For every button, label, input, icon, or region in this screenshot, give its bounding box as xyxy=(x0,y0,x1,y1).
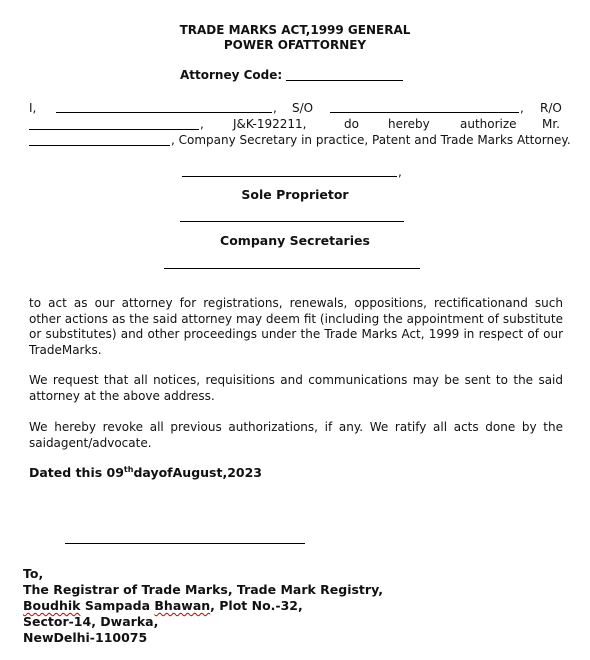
residence-blank[interactable] xyxy=(29,129,199,130)
company-secretaries-label: Company Secretaries xyxy=(220,233,370,248)
attorney-code-label: Attorney Code: xyxy=(180,68,283,82)
address-sampada: Sampada xyxy=(80,598,155,613)
intro-so: S/O xyxy=(292,101,314,115)
signature-comma: , xyxy=(398,165,402,179)
document-title-line1: TRADE MARKS ACT,1999 GENERAL xyxy=(179,23,411,37)
dated-ordinal: th xyxy=(123,464,134,474)
attorney-name-blank[interactable] xyxy=(29,145,170,146)
intro-address: J&K-192211, xyxy=(233,117,307,131)
intro-i: I, xyxy=(29,101,37,115)
address-bhawan: Bhawan xyxy=(154,598,211,613)
intro-role: , Company Secretary in practice, Patent and Trade Marks Attorney. xyxy=(171,133,571,147)
document-title-line2: POWER OFATTORNEY xyxy=(223,38,367,52)
signature-line-1[interactable] xyxy=(182,176,397,177)
address-line-2 xyxy=(23,597,303,614)
authorization-paragraph: to act as our attorney for registrations, renewals, oppositions, rectificationand such other actions as the said attorney may deem fit (including the appointment of substitute or substitutes) and other proceedings under the Trade Marks Act, 1999 in respect of our TradeMarks. xyxy=(29,296,563,357)
address-to: To, xyxy=(23,566,44,581)
address-line-1: The Registrar of Trade Marks, Trade Mark Registry, xyxy=(23,582,383,597)
address-boudhik: Boudhik xyxy=(23,598,81,613)
attorney-code-blank[interactable] xyxy=(286,80,403,81)
notices-paragraph: We request that all notices, requisitions and communications may be sent to the said attorney at the above address. xyxy=(29,373,563,403)
signature-line-4[interactable] xyxy=(65,543,305,544)
name-blank[interactable] xyxy=(56,112,272,113)
father-name-blank[interactable] xyxy=(330,112,519,113)
dated-prefix: Dated this 09 xyxy=(29,465,124,480)
revoke-paragraph: We hereby revoke all previous authorizations, if any. We ratify all acts done by the saidagent/advocate. xyxy=(29,420,563,450)
intro-comma-2: , xyxy=(520,101,524,115)
intro-comma-1: , xyxy=(273,101,277,115)
intro-hereby: hereby xyxy=(388,117,430,131)
address-plot: , Plot No.-32, xyxy=(210,598,303,613)
intro-authorize: authorize xyxy=(460,117,517,131)
intro-ro: R/O xyxy=(540,101,562,115)
address-line-3: Sector-14, Dwarka, xyxy=(23,614,159,629)
address-line-4: NewDelhi-110075 xyxy=(23,630,148,645)
dated-line xyxy=(29,465,262,480)
sole-proprietor-label: Sole Proprietor xyxy=(241,187,349,202)
intro-mr: Mr. xyxy=(542,117,560,131)
intro-comma-3: , xyxy=(200,117,204,131)
dated-suffix: dayofAugust,2023 xyxy=(133,465,262,480)
intro-do: do xyxy=(344,117,359,131)
signature-line-3[interactable] xyxy=(164,268,420,269)
signature-line-2[interactable] xyxy=(180,221,404,222)
